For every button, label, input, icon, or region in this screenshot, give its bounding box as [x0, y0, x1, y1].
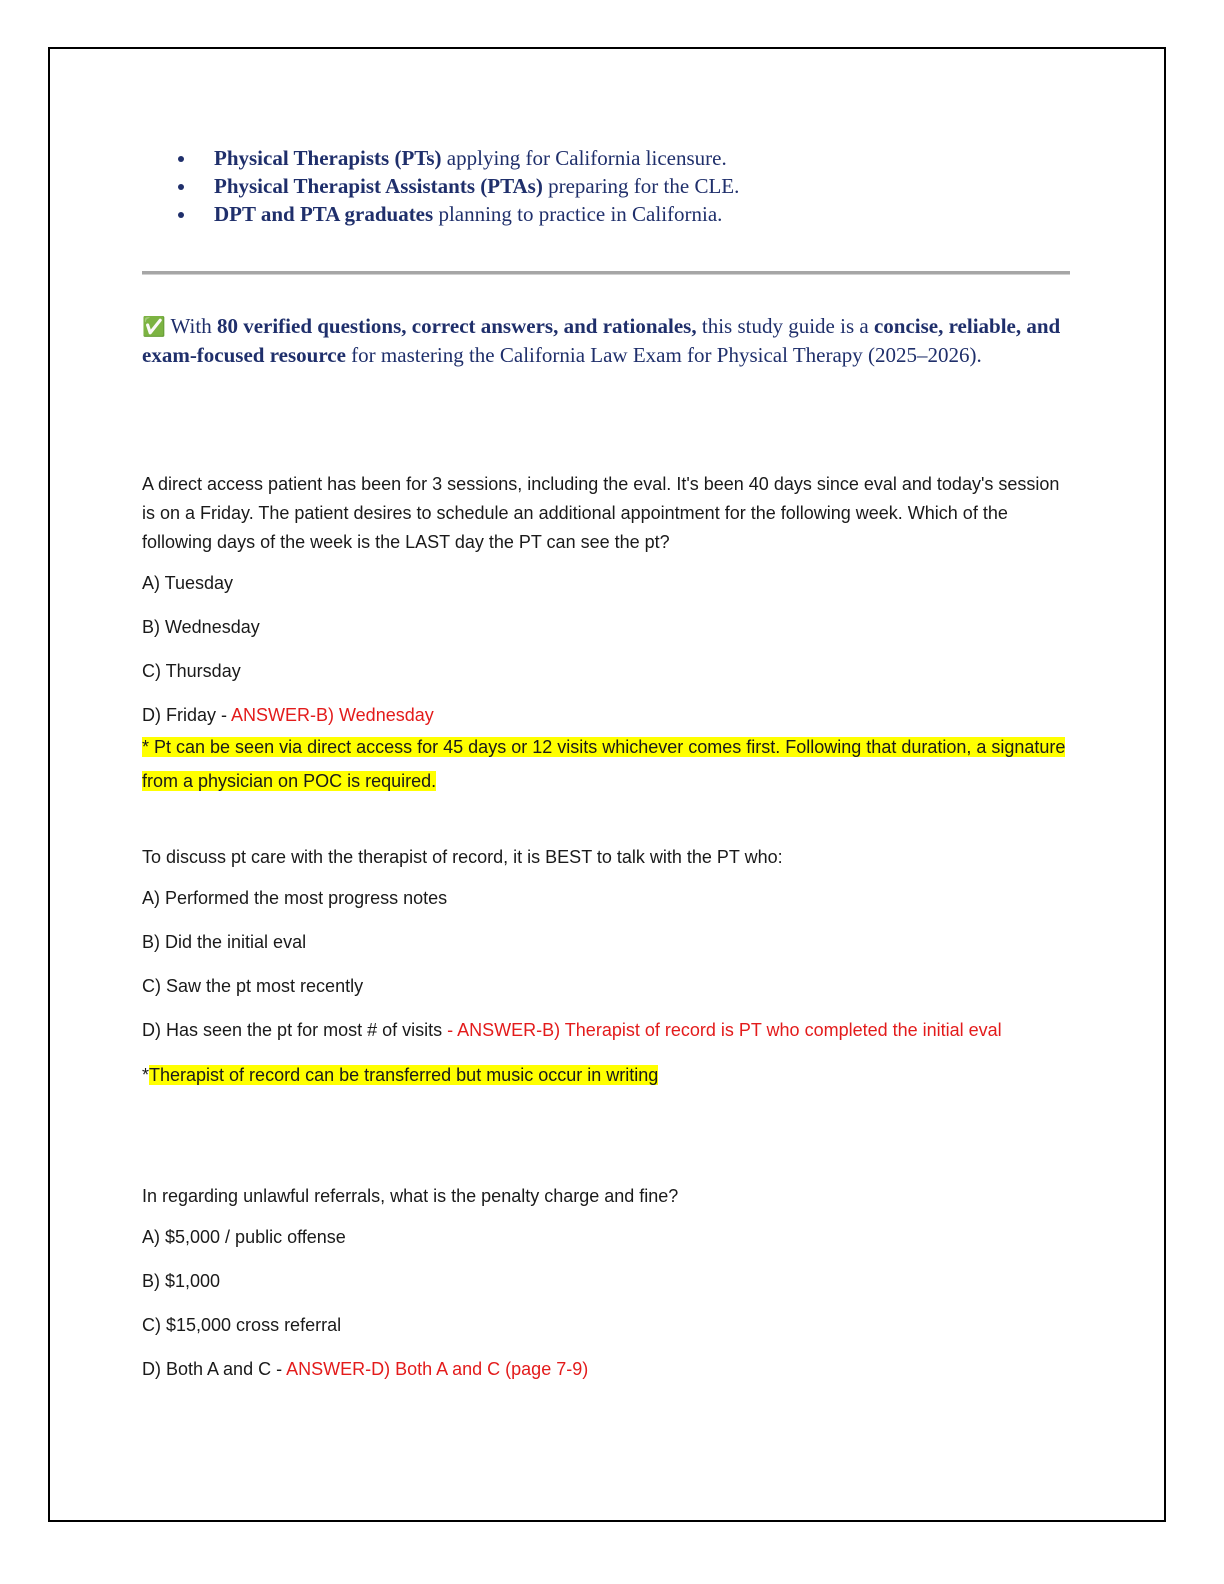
option-text: D) Friday - [142, 705, 227, 725]
horizontal-divider [142, 271, 1070, 275]
answer-option-c: C) Saw the pt most recently [142, 976, 364, 996]
audience-item [176, 172, 739, 200]
answer-option-b: B) $1,000 [142, 1271, 221, 1291]
answer-option-a: A) Performed the most progress notes [142, 888, 448, 908]
summary-text: this study guide is a [696, 314, 874, 338]
audience-item-bold: Physical Therapist Assistants (PTAs) [214, 174, 543, 198]
summary-bold: 80 verified questions, correct answers, and rationales, [216, 314, 697, 338]
audience-item-bold: Physical Therapists (PTs) [214, 146, 442, 170]
bullet-icon [178, 212, 184, 218]
correct-answer: ANSWER-B) Wednesday [227, 705, 434, 725]
option-text: D) Both A and C - [142, 1359, 283, 1379]
rationale-highlight: Therapist of record can be transferred but music occur in writing [149, 1065, 659, 1085]
option-text: D) Has seen the pt for most # of visits [142, 1020, 443, 1040]
audience-item-text: applying for California licensure. [441, 146, 727, 170]
summary-text: for mastering the California Law Exam for Physical Therapy (2025–2026). [345, 343, 982, 367]
question-text: In regarding unlawful referrals, what is the penalty charge and fine? [142, 1186, 679, 1206]
bullet-icon [178, 184, 184, 190]
answer-option-d [142, 1355, 1072, 1384]
answer-option-d [142, 1016, 1072, 1045]
question-block-3 [142, 1182, 1072, 1384]
bullet-icon [178, 156, 184, 162]
audience-item-text: preparing for the CLE. [542, 174, 740, 198]
answer-option-a: A) Tuesday [142, 573, 234, 593]
rationale [142, 730, 1072, 798]
correct-answer: ANSWER-D) Both A and C (page 7-9) [282, 1359, 589, 1379]
answer-option-d [142, 701, 1072, 730]
answer-option-b: B) Did the initial eval [142, 932, 307, 952]
question-block-2 [142, 843, 1072, 1090]
answer-option-c: C) $15,000 cross referral [142, 1315, 342, 1335]
rationale [142, 1060, 1072, 1090]
audience-item-text: planning to practice in California. [433, 202, 723, 226]
answer-option-c: C) Thursday [142, 661, 241, 681]
answer-option-a: A) $5,000 / public offense [142, 1227, 346, 1247]
summary-bold: concise, reliable, and exam-focused resource [142, 314, 1061, 367]
rationale-prefix: * [142, 1065, 150, 1085]
summary-text: With [165, 314, 217, 338]
summary-paragraph [142, 312, 1072, 369]
audience-list [176, 144, 739, 228]
audience-item [176, 200, 739, 228]
question-text: To discuss pt care with the therapist of record, it is BEST to talk with the PT who: [142, 847, 783, 867]
audience-item [176, 144, 739, 172]
rationale-highlight: * Pt can be seen via direct access for 45 days or 12 visits whichever comes first. Following that duration, a signature from a physician on POC is required. [142, 737, 1066, 791]
question-text: A direct access patient has been for 3 sessions, including the eval. It's been 40 days since eval and today's session is on a Friday. The patient desires to schedule an additional appointment for the following week. Which of the following days of the week is the LAST day the PT can see the pt? [142, 474, 1060, 552]
check-mark-icon: ✅ [142, 316, 166, 338]
audience-item-bold: DPT and PTA graduates [214, 202, 434, 226]
answer-option-b: B) Wednesday [142, 617, 260, 637]
question-block-1 [142, 470, 1072, 798]
correct-answer: - ANSWER-B) Therapist of record is PT who completed the initial eval [442, 1020, 1002, 1040]
